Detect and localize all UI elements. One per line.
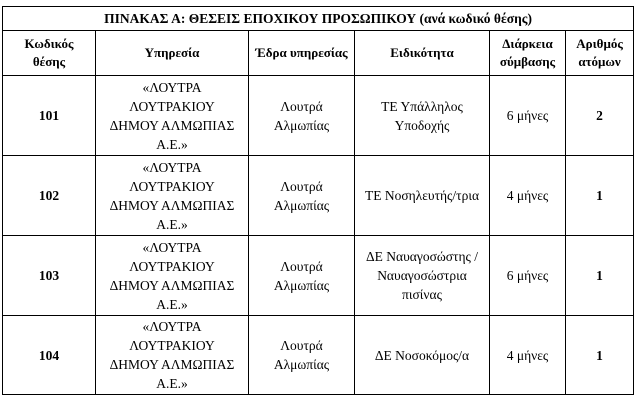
seat-line: Αλμωπίας (273, 357, 330, 372)
table-title: ΠΙΝΑΚΑΣ Α: ΘΕΣΕΙΣ ΕΠΟΧΙΚΟΥ ΠΡΟΣΩΠΙΚΟΥ (ανά κωδικό θέσης) (3, 7, 634, 31)
seat-line: Λουτρά (280, 98, 323, 114)
cell-code: 104 (3, 316, 96, 395)
cell-seat (249, 76, 355, 156)
service-line: Α.Ε.» (156, 376, 188, 391)
header-count-line: ατόμων (578, 54, 621, 69)
cell-count: 2 (566, 76, 634, 156)
header-seat: Έδρα υπηρεσίας (249, 31, 355, 76)
service-line: ΔΗΜΟΥ ΑΛΜΩΠΙΑΣ (109, 117, 235, 133)
seat-line: Λουτρά (280, 178, 323, 194)
cell-code: 103 (3, 236, 96, 316)
cell-seat (249, 316, 355, 395)
cell-seat (249, 156, 355, 236)
header-specialty: Ειδικότητα (355, 31, 490, 76)
service-line: Α.Ε.» (156, 296, 188, 312)
table-row (3, 76, 634, 156)
cell-duration: 4 μήνες (490, 316, 566, 395)
cell-code: 102 (3, 156, 96, 236)
cell-duration: 6 μήνες (490, 236, 566, 316)
seat-line: Λουτρά (280, 338, 323, 353)
positions-table (2, 6, 634, 395)
specialty-line: ΤΕ Υπάλληλος (381, 98, 463, 114)
table-row (3, 236, 634, 316)
cell-code: 101 (3, 76, 96, 156)
service-line: «ΛΟΥΤΡΑ (142, 159, 202, 175)
header-service: Υπηρεσία (96, 31, 249, 76)
service-line: ΛΟΥΤΡΑΚΙΟΥ (129, 338, 215, 353)
cell-specialty (355, 156, 490, 236)
seat-line: Αλμωπίας (273, 117, 330, 133)
cell-seat (249, 236, 355, 316)
seat-line: Λουτρά (280, 258, 323, 274)
cell-specialty (355, 76, 490, 156)
cell-service (96, 316, 249, 395)
header-duration (490, 31, 566, 76)
service-line: Α.Ε.» (156, 216, 188, 232)
specialty-line: Υποδοχής (394, 117, 450, 133)
cell-count: 1 (566, 156, 634, 236)
seat-line: Αλμωπίας (273, 197, 330, 213)
specialty-line: πισίνας (402, 287, 442, 302)
table-row (3, 156, 634, 236)
specialty-line: ΤΕ Νοσηλευτής/τρια (364, 188, 480, 203)
table-row (3, 316, 634, 395)
cell-service (96, 156, 249, 236)
header-code (3, 31, 96, 76)
service-line: ΔΗΜΟΥ ΑΛΜΩΠΙΑΣ (109, 277, 235, 293)
specialty-line: ΔΕ Ναυαγοσώστης / (366, 249, 478, 264)
header-count-line: Αριθμός (576, 36, 623, 51)
cell-service (96, 236, 249, 316)
service-line: ΛΟΥΤΡΑΚΙΟΥ (129, 98, 215, 114)
service-line: Α.Ε.» (156, 136, 188, 152)
header-count (566, 31, 634, 76)
seat-line: Αλμωπίας (273, 277, 330, 293)
cell-duration: 6 μήνες (490, 76, 566, 156)
header-duration-line: σύμβασης (499, 54, 556, 69)
cell-count: 1 (566, 236, 634, 316)
service-line: «ΛΟΥΤΡΑ (142, 79, 202, 95)
cell-count: 1 (566, 316, 634, 395)
header-code-line: Κωδικός (24, 36, 74, 51)
header-duration-line: Διάρκεια (502, 36, 553, 51)
cell-specialty (355, 236, 490, 316)
cell-service (96, 76, 249, 156)
cell-specialty (355, 316, 490, 395)
service-line: «ΛΟΥΤΡΑ (142, 239, 202, 255)
service-line: «ΛΟΥΤΡΑ (142, 319, 202, 334)
header-code-line: θέσης (32, 54, 66, 69)
service-line: ΛΟΥΤΡΑΚΙΟΥ (129, 258, 215, 274)
specialty-line: ΔΕ Νοσοκόμος/α (374, 347, 470, 363)
specialty-line: Ναυαγοσώστρια (377, 268, 467, 283)
service-line: ΔΗΜΟΥ ΑΛΜΩΠΙΑΣ (109, 197, 235, 213)
service-line: ΛΟΥΤΡΑΚΙΟΥ (129, 178, 215, 194)
service-line: ΔΗΜΟΥ ΑΛΜΩΠΙΑΣ (109, 357, 235, 372)
cell-duration: 4 μήνες (490, 156, 566, 236)
